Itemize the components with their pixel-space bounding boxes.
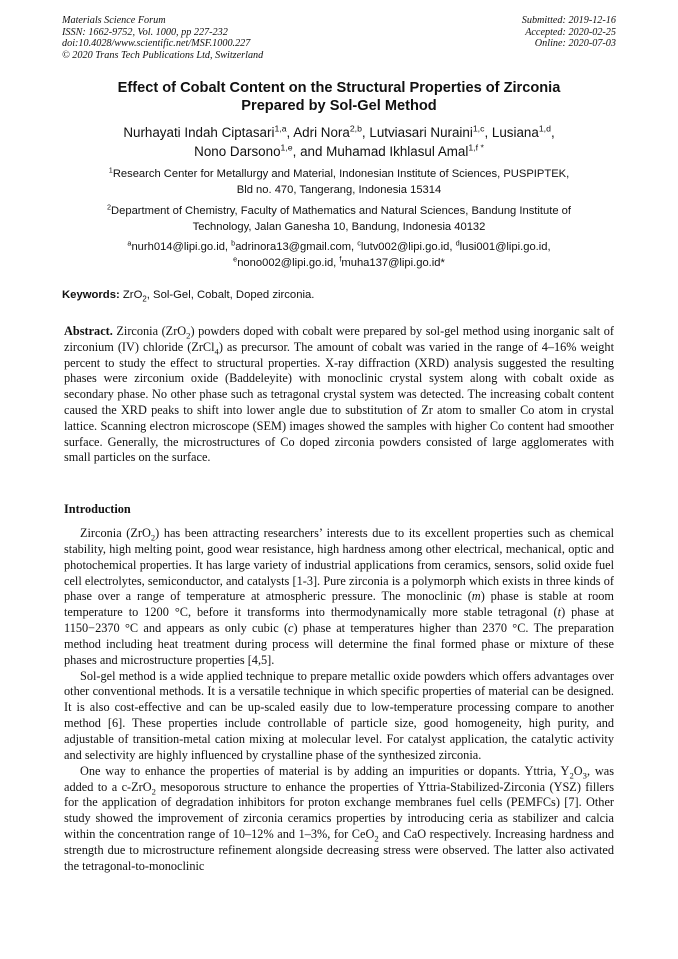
- subscript: 3: [582, 770, 587, 781]
- subscript: 2: [186, 330, 191, 341]
- affiliation-2: [62, 204, 616, 235]
- email-link[interactable]: nurh014@lipi.go.id,: [131, 241, 229, 253]
- affiliation-line: Research Center for Metallurgy and Material, Indonesian Institute of Sciences, PUSPIPTEK,: [112, 168, 570, 180]
- subscript: 2: [150, 532, 156, 543]
- abstract-text: ) powders doped with cobalt were prepared by sol-gel method using inorganic salt of zirconium (IV) chloride (ZrCl: [64, 324, 614, 354]
- affiliation-line: Bld no. 470, Tangerang, Indonesia 15314: [236, 183, 442, 196]
- author-name: Lusiana: [491, 125, 539, 140]
- subscript: 2: [374, 833, 379, 844]
- text: , was added to a c-ZrO: [64, 763, 614, 794]
- author-name: Nurhayati Indah Ciptasari: [123, 125, 275, 140]
- text: and CaO respectively. Increasing hardness and strength due to microstructure refinement alongside decreasing stress were observed. The latter also activated the tetragonal-to-monoclinic: [64, 827, 614, 873]
- title-line-2: Prepared by Sol-Gel Method: [241, 98, 437, 114]
- affiliation-1: [62, 167, 616, 198]
- journal-info: [62, 15, 263, 61]
- email-link[interactable]: adrinora13@gmail.com,: [235, 241, 355, 253]
- affiliation-number: 1: [108, 165, 113, 175]
- subscript: 2: [569, 770, 574, 781]
- author-name: Muhamad Ikhlasul Amal: [326, 143, 469, 159]
- section-heading-introduction: Introduction: [64, 502, 131, 516]
- email-mark: a: [127, 238, 132, 248]
- email-mark: e: [233, 253, 238, 263]
- subscript: 4: [214, 346, 219, 357]
- and-word: and: [300, 143, 323, 159]
- email-mark: f: [339, 253, 342, 263]
- subscript: 2: [142, 294, 147, 304]
- text: One way to enhance the properties of material is by adding an impurities or dopants. Yttria, Y: [80, 763, 570, 778]
- paragraph: [64, 526, 614, 669]
- affiliation-number: 2: [107, 202, 112, 212]
- email-mark: c: [357, 238, 361, 248]
- text: O: [573, 763, 583, 778]
- affiliation-line: Department of Chemistry, Faculty of Mathematics and Natural Sciences, Bandung Institute of: [111, 205, 571, 217]
- keywords: [62, 289, 315, 304]
- issn-line: ISSN: 1662-9752, Vol. 1000, pp 227-232: [62, 26, 228, 38]
- submitted-date: Submitted: 2019-12-16: [521, 15, 616, 26]
- author-affiliation-mark: 1,e: [280, 142, 293, 153]
- email-link[interactable]: muha137@lipi.go.id*: [341, 256, 445, 269]
- email-mark: d: [455, 238, 460, 248]
- affiliation-line: Technology, Jalan Ganesha 10, Bandung, Indonesia 40132: [192, 220, 486, 233]
- italic-symbol: m: [471, 589, 481, 604]
- text: Zirconia (ZrO: [80, 526, 151, 540]
- introduction-body: [64, 526, 614, 875]
- subscript: 2: [151, 785, 156, 796]
- email-link[interactable]: lusi001@lipi.go.id,: [459, 241, 551, 253]
- author-affiliation-mark: 1,c: [472, 123, 485, 134]
- copyright-line: © 2020 Trans Tech Publications Ltd, Switzerland: [62, 49, 264, 61]
- author-affiliation-mark: 1,d: [538, 123, 551, 134]
- journal-name: Materials Science Forum: [62, 15, 166, 26]
- abstract-label: Abstract.: [64, 324, 113, 338]
- abstract-text: ) as precursor. The amount of cobalt was varied in the range of 4–16% weight percent to study the effect to structural properties. X-ray diffraction (XRD) analysis suggested the resulting phases were zirconium oxide (Baddeleyite) with monoclinic crystal system along with cobalt oxide as secondary phase. No other phase such as tetragonal crystal system was detected. The increasing cobalt content caused the XRD peaks to shift into lower angle due to substitution of Zr atom to smaller Co atom in crystal lattice. Scanning electron microscope (SEM) images showed the samples with higher Co content had smoother surface. Generally, the microstructures of Co doped zirconia powders consisted of large agglomerates with small particles on the surface.: [64, 339, 614, 465]
- email-link[interactable]: lutv002@lipi.go.id,: [360, 241, 453, 253]
- keyword-text: , Sol-Gel, Cobalt, Doped zirconia.: [146, 289, 315, 301]
- email-link[interactable]: nono002@lipi.go.id,: [237, 256, 337, 269]
- online-date: Online: 2020-07-03: [534, 38, 616, 50]
- email-mark: b: [231, 238, 236, 248]
- author-affiliation-mark: 2,b: [349, 123, 362, 134]
- author-name: Lutviasari Nuraini: [369, 125, 473, 140]
- author-affiliation-mark: 1,a: [274, 123, 287, 134]
- text: mesoporous structure to enhance the properties of Yttria-Stabilized-Zirconia (YSZ) fillers for the application of degradation inhibitors for proton exchange membranes fuel cells (PEMFCs) [7]. Other study showed the improvement of zirconia ceramics properties by introducing ceria as stabilizer and calcia within the concentration range of 10–12% and 1–3%, for CeO: [64, 779, 614, 842]
- paper-title: [62, 79, 616, 115]
- email-list: [62, 240, 616, 271]
- paragraph: [64, 764, 614, 875]
- text: ) phase at 1150−2370 °C and appears as only cubic (: [64, 605, 614, 636]
- doi-line: doi:10.4028/www.scientific.net/MSF.1000.227: [62, 38, 251, 50]
- author-affiliation-mark: 1,f *: [468, 142, 484, 153]
- abstract-text: Zirconia (ZrO: [116, 324, 187, 338]
- text: ) phase at temperatures higher than 2370 °C. The preparation method including heat treatment during process will determine the final formed phase or mixture of these phases and microstructure properties [4,5].: [64, 621, 614, 667]
- paragraph: Sol-gel method is a wide applied technique to prepare metallic oxide powders which offers advantages over other conventional methods. It is a versatile technique in which specific properties of material can be designed. It is also cost-effective and can be up-scaled easily due to low-temperature processing compare to another method [6]. These properties include controllable of particle size, good homogeneity, high purity, and adjustable of transition-metal cation mixing at molecular level. For catalyst application, the catalytic activity and selectivity are highly influenced by crystalline phase of the synthesized zirconia.: [64, 668, 614, 762]
- author-name: Nono Darsono: [194, 143, 281, 159]
- italic-symbol: t: [557, 605, 562, 620]
- dates-info: [522, 15, 616, 50]
- keyword-text: ZrO: [122, 289, 143, 301]
- abstract: [64, 324, 614, 466]
- author-list: Nurhayati Indah Ciptasari$^{1,a}$, Adri Nora$^{2,b}$, Lutviasari Nuraini$^{1,c}$, Lusiana$^{1,d}$, Nono Darsono$^{1,e}$, and Muhamad Ikhlasul Amal$^{1,f *}$: [123, 123, 555, 159]
- text: ) has been attracting researchers’ interests due to its excellent properties such as chemical stability, high melting point, good wear resistance, high hardness among other electrical, mechanical, optic and photochemical properties. It has large variety of industrial applications from ceramics, sensors, solid oxide fuel cell electrolytes, semiconductor, and catalysts [1-3]. Pure zirconia is a polymorph which exists in three kinds of phase over a range of temperature at atmospheric pressure. The monoclinic (: [64, 526, 614, 604]
- accepted-date: Accepted: 2020-02-25: [525, 26, 616, 38]
- keywords-label: Keywords:: [62, 289, 120, 301]
- italic-symbol: c: [288, 621, 294, 636]
- text: ) phase is stable at room temperature to 1200 °C, before it transforms into thermodynamically more stable tetragonal (: [64, 589, 614, 620]
- title-line-1: Effect of Cobalt Content on the Structural Properties of Zirconia: [117, 80, 561, 96]
- author-name: Adri Nora: [293, 125, 350, 140]
